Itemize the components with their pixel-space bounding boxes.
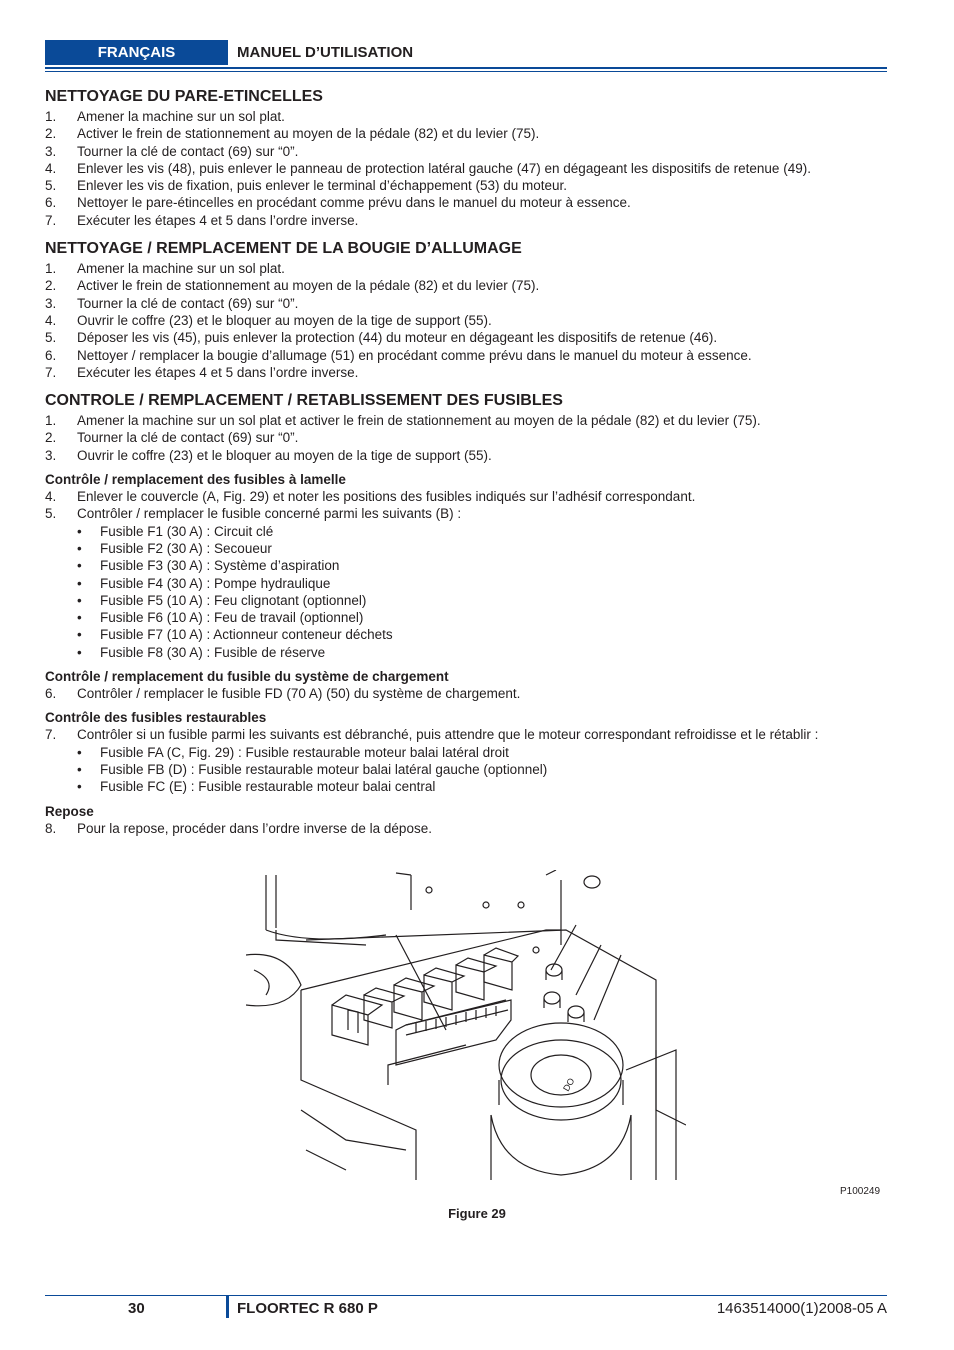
step-item (45, 277, 895, 294)
step-number: 7. (45, 364, 57, 380)
footer-rule (45, 1295, 887, 1296)
bullet-item (45, 523, 895, 540)
step-item (45, 429, 895, 446)
bullet-item (45, 778, 895, 795)
step-text: Exécuter les étapes 4 et 5 dans l’ordre inverse. (77, 364, 359, 380)
step-item (45, 820, 895, 837)
bullet-dot-icon: • (77, 744, 82, 760)
step-item (45, 160, 895, 177)
bullet-dot-icon: • (77, 644, 82, 660)
bullet-text: Fusible F8 (30 A) : Fusible de réserve (100, 644, 326, 660)
step-number: 7. (45, 212, 57, 228)
bullet-text: Fusible FB (D) : Fusible restaurable moteur balai latéral gauche (optionnel) (100, 761, 548, 777)
step-text: Amener la machine sur un sol plat. (77, 261, 285, 277)
bullet-item (45, 744, 895, 761)
step-number: 4. (45, 160, 57, 176)
step-number: 4. (45, 489, 57, 505)
step-item (45, 295, 895, 312)
step-item (45, 329, 895, 346)
step-number: 4. (45, 312, 57, 328)
bullet-item (45, 575, 895, 592)
figure-code: P100249 (840, 1186, 881, 1197)
step-text: Tourner la clé de contact (69) sur “0”. (77, 295, 299, 311)
step-text: Nettoyer / remplacer la bougie d’allumage (51) en procédant comme prévu dans le manuel du moteur à essence. (77, 347, 752, 363)
subsection-title: Contrôle / remplacement des fusibles à lamelle (45, 472, 346, 488)
manual-title: MANUEL D’UTILISATION (237, 44, 414, 61)
step-list (45, 108, 895, 229)
bullet-list (45, 523, 895, 661)
bullet-dot-icon: • (77, 610, 82, 626)
subsection-title: Contrôle des fusibles restaurables (45, 710, 267, 726)
filler-cap-label: DO (561, 1076, 577, 1093)
step-text: Tourner la clé de contact (69) sur “0”. (77, 430, 299, 446)
bullet-text: Fusible FC (E) : Fusible restaurable moteur balai central (100, 779, 436, 795)
step-text: Enlever les vis (48), puis enlever le panneau de protection latéral gauche (47) en dégageant les dispositifs de retenue (49). (77, 160, 811, 176)
step-text: Nettoyer le pare-étincelles en procédant comme prévu dans le manuel du moteur à essence. (77, 195, 631, 211)
step-text: Pour la repose, procéder dans l’ordre inverse de la dépose. (77, 820, 432, 836)
step-item (45, 347, 895, 364)
step-number: 2. (45, 278, 57, 294)
bullet-dot-icon: • (77, 558, 82, 574)
step-list (45, 488, 895, 523)
section-title: CONTROLE / REMPLACEMENT / RETABLISSEMENT DES FUSIBLES (45, 392, 563, 410)
step-number: 3. (45, 295, 57, 311)
model-name: FLOORTEC R 680 P (237, 1300, 378, 1317)
fuse-box-illustration (246, 870, 686, 1180)
bullet-dot-icon: • (77, 540, 82, 556)
step-text: Enlever les vis de fixation, puis enlever le terminal d’échappement (53) du moteur. (77, 178, 568, 194)
step-item (45, 177, 895, 194)
step-number: 5. (45, 178, 57, 194)
step-item (45, 143, 895, 160)
step-number: 6. (45, 195, 57, 211)
step-item (45, 412, 895, 429)
bullet-list (45, 744, 895, 796)
step-item (45, 194, 895, 211)
section-title: NETTOYAGE / REMPLACEMENT DE LA BOUGIE D’ALLUMAGE (45, 240, 522, 258)
step-text: Contrôler / remplacer le fusible concerné parmi les suivants (B) : (77, 506, 462, 522)
header-rule (45, 67, 887, 69)
step-text: Contrôler si un fusible parmi les suivants est débranché, puis attendre que le moteur correspondant refroidisse et le rétablir : (77, 727, 819, 743)
step-item (45, 488, 895, 505)
figure-caption: Figure 29 (448, 1206, 506, 1221)
bullet-dot-icon: • (77, 575, 82, 591)
step-number: 8. (45, 820, 57, 836)
bullet-item (45, 644, 895, 661)
bullet-dot-icon: • (77, 592, 82, 608)
step-item (45, 505, 895, 522)
bullet-text: Fusible F4 (30 A) : Pompe hydraulique (100, 575, 331, 591)
step-list (45, 685, 895, 702)
bullet-item (45, 761, 895, 778)
step-text: Ouvrir le coffre (23) et le bloquer au moyen de la tige de support (55). (77, 312, 492, 328)
step-text: Enlever le couvercle (A, Fig. 29) et noter les positions des fusibles indiqués sur l’adhésif correspondant. (77, 489, 696, 505)
bullet-text: Fusible FA (C, Fig. 29) : Fusible restaurable moteur balai latéral droit (100, 744, 509, 760)
step-item (45, 312, 895, 329)
step-number: 5. (45, 330, 57, 346)
step-item (45, 364, 895, 381)
step-text: Exécuter les étapes 4 et 5 dans l’ordre inverse. (77, 212, 359, 228)
bullet-text: Fusible F5 (10 A) : Feu clignotant (optionnel) (100, 592, 367, 608)
step-number: 6. (45, 686, 57, 702)
step-text: Activer le frein de stationnement au moyen de la pédale (82) et du levier (75). (77, 126, 540, 142)
bullet-text: Fusible F3 (30 A) : Système d’aspiration (100, 558, 340, 574)
bullet-dot-icon: • (77, 779, 82, 795)
document-number: 1463514000(1)2008-05 A (716, 1300, 887, 1317)
language-label: FRANÇAIS (45, 40, 228, 65)
step-item (45, 447, 895, 464)
step-item (45, 108, 895, 125)
bullet-item (45, 592, 895, 609)
step-number: 3. (45, 447, 57, 463)
footer-divider (226, 1296, 229, 1318)
step-item (45, 260, 895, 277)
bullet-item (45, 609, 895, 626)
bullet-text: Fusible F6 (10 A) : Feu de travail (optionnel) (100, 610, 364, 626)
step-text: Amener la machine sur un sol plat et activer le frein de stationnement au moyen de la pédale (82) et du levier (75). (77, 413, 761, 429)
step-item (45, 685, 895, 702)
page-content (45, 86, 895, 837)
step-number: 6. (45, 347, 57, 363)
step-list (45, 412, 895, 464)
step-number: 1. (45, 261, 57, 277)
bullet-item (45, 557, 895, 574)
step-item (45, 125, 895, 142)
bullet-text: Fusible F1 (30 A) : Circuit clé (100, 523, 274, 539)
step-list (45, 820, 895, 837)
step-number: 5. (45, 506, 57, 522)
step-text: Contrôler / remplacer le fusible FD (70 A) (50) du système de chargement. (77, 686, 521, 702)
step-number: 1. (45, 109, 57, 124)
bullet-dot-icon: • (77, 523, 82, 539)
step-list (45, 726, 895, 743)
step-number: 2. (45, 126, 57, 142)
bullet-text: Fusible F7 (10 A) : Actionneur conteneur déchets (100, 627, 393, 643)
page-number: 30 (128, 1300, 145, 1317)
step-list (45, 260, 895, 381)
subsection-title: Contrôle / remplacement du fusible du système de chargement (45, 669, 449, 685)
step-number: 2. (45, 430, 57, 446)
step-text: Tourner la clé de contact (69) sur “0”. (77, 143, 299, 159)
step-text: Déposer les vis (45), puis enlever la protection (44) du moteur en dégageant les dispositifs de retenue (46). (77, 330, 718, 346)
header-rule-thin (45, 71, 887, 72)
step-text: Activer le frein de stationnement au moyen de la pédale (82) et du levier (75). (77, 278, 540, 294)
bullet-item (45, 540, 895, 557)
section-title: NETTOYAGE DU PARE-ETINCELLES (45, 88, 323, 105)
subsection-title: Repose (45, 803, 94, 819)
step-number: 3. (45, 143, 57, 159)
step-number: 7. (45, 727, 57, 743)
bullet-item (45, 626, 895, 643)
step-text: Ouvrir le coffre (23) et le bloquer au moyen de la tige de support (55). (77, 447, 492, 463)
bullet-dot-icon: • (77, 627, 82, 643)
step-text: Amener la machine sur un sol plat. (77, 109, 285, 124)
step-item (45, 212, 895, 229)
step-number: 1. (45, 413, 57, 429)
bullet-dot-icon: • (77, 761, 82, 777)
bullet-text: Fusible F2 (30 A) : Secoueur (100, 540, 272, 556)
step-item (45, 726, 895, 743)
